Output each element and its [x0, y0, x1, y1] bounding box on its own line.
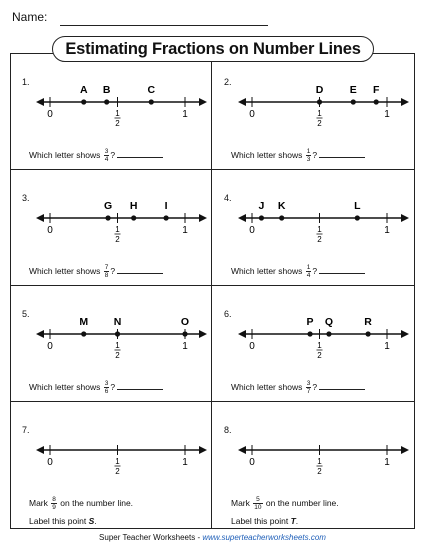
fraction [104, 264, 110, 279]
tick-label-0: 0 [249, 225, 255, 236]
right-arrow-icon [199, 446, 207, 454]
point-i [164, 215, 169, 220]
number-line [10, 64, 210, 134]
fraction-numerator: 3 [104, 380, 109, 387]
fraction-numerator: 5 [256, 496, 260, 503]
point-label-l: L [354, 200, 361, 212]
point-label-n: N [113, 316, 122, 328]
point-label-g: G [103, 200, 113, 212]
footer-link[interactable]: www.superteacherworksheets.com [202, 533, 326, 542]
instruction-mark [231, 496, 339, 511]
fraction-denominator: 4 [104, 156, 109, 163]
tick-label-half-numerator: 1 [317, 341, 322, 350]
fraction-numerator: 1 [306, 264, 311, 271]
instruction-label [29, 516, 97, 526]
point-h [131, 215, 136, 220]
question [231, 380, 365, 395]
question [231, 264, 365, 279]
tick-label-half-numerator: 1 [317, 225, 322, 234]
tick-label-1: 1 [384, 457, 390, 468]
right-arrow-icon [199, 98, 207, 106]
instruction-mark [29, 496, 133, 511]
point-l [355, 215, 360, 220]
instruction-text: on the number line. [265, 497, 339, 508]
fraction-numerator: 3 [306, 380, 311, 387]
left-arrow-icon [36, 330, 44, 338]
point-j [259, 215, 264, 220]
answer-blank[interactable] [319, 273, 365, 274]
problem-number: 5. [22, 309, 30, 319]
fraction-denominator: 3 [306, 156, 311, 163]
name-label: Name: [12, 10, 48, 24]
tick-label-0: 0 [249, 341, 255, 352]
tick-label-1: 1 [182, 341, 188, 352]
point-o [182, 331, 187, 336]
question-mark: ? [312, 149, 318, 160]
fraction-denominator: 4 [306, 272, 311, 279]
problem-number: 2. [224, 77, 232, 87]
fraction-denominator: 8 [104, 272, 109, 279]
point-label-e: E [349, 84, 357, 96]
question-text: Which letter shows [29, 265, 101, 276]
question-mark: ? [110, 149, 116, 160]
problem-5 [10, 296, 210, 414]
left-arrow-icon [238, 446, 246, 454]
number-line[interactable] [212, 412, 412, 482]
point-n [115, 331, 120, 336]
number-line [10, 296, 210, 366]
point-label-j: J [258, 200, 265, 212]
tick-label-1: 1 [384, 341, 390, 352]
point-r [366, 331, 371, 336]
question [29, 264, 163, 279]
question-mark: ? [312, 381, 318, 392]
instruction-text: Mark [231, 497, 250, 508]
instruction-text: Mark [29, 497, 48, 508]
answer-blank[interactable] [117, 389, 163, 390]
tick-label-0: 0 [47, 109, 53, 120]
problem-6 [212, 296, 412, 414]
fraction [253, 496, 262, 511]
point-label-r: R [364, 316, 372, 328]
point-c [149, 99, 154, 104]
instruction-text: Label this point [29, 516, 87, 526]
question [29, 148, 163, 163]
fraction-numerator: 1 [306, 148, 311, 155]
tick-label-1: 1 [182, 109, 188, 120]
point-label-h: H [129, 200, 138, 212]
answer-blank[interactable] [117, 273, 163, 274]
point-b [104, 99, 109, 104]
number-line [212, 296, 412, 366]
tick-label-half-denominator: 2 [317, 467, 322, 476]
tick-label-half-numerator: 1 [115, 225, 120, 234]
point-k [279, 215, 284, 220]
problem-1 [10, 64, 210, 182]
fraction-denominator: 7 [306, 388, 311, 395]
point-label-i: I [164, 200, 168, 212]
problem-number: 1. [22, 77, 30, 87]
tick-label-half-denominator: 2 [317, 351, 322, 360]
tick-label-0: 0 [47, 225, 53, 236]
problem-number: 3. [22, 193, 30, 203]
fraction-denominator: 9 [52, 504, 56, 511]
point-g [105, 215, 110, 220]
fraction [306, 380, 312, 395]
question [29, 380, 163, 395]
point-label-a: A [79, 84, 88, 96]
point-label-c: C [147, 84, 156, 96]
left-arrow-icon [238, 98, 246, 106]
point-m [81, 331, 86, 336]
problem-3 [10, 180, 210, 298]
point-label-p: P [306, 316, 314, 328]
point-q [326, 331, 331, 336]
fraction [104, 380, 110, 395]
problem-2 [212, 64, 412, 182]
left-arrow-icon [36, 446, 44, 454]
problem-8 [212, 412, 412, 530]
problem-number: 7. [22, 425, 30, 435]
number-line [212, 64, 412, 134]
left-arrow-icon [36, 98, 44, 106]
question-text: Which letter shows [231, 265, 303, 276]
problem-4 [212, 180, 412, 298]
period: . [94, 516, 97, 526]
question-mark: ? [110, 265, 116, 276]
period: . [295, 516, 299, 526]
tick-label-0: 0 [47, 457, 53, 468]
answer-blank[interactable] [319, 389, 365, 390]
right-arrow-icon [401, 330, 409, 338]
point-label-q: Q [324, 316, 334, 328]
fraction-numerator: 3 [104, 148, 109, 155]
page-title: Estimating Fractions on Number Lines [52, 36, 374, 62]
tick-label-half-denominator: 2 [317, 235, 322, 244]
fraction-denominator: 6 [104, 388, 109, 395]
instruction-text: Label this point [231, 516, 289, 526]
footer-text: Super Teacher Worksheets - [99, 533, 203, 542]
right-arrow-icon [199, 330, 207, 338]
left-arrow-icon [36, 214, 44, 222]
point-d [317, 99, 322, 104]
fraction-numerator: 7 [104, 264, 109, 271]
number-line [212, 180, 412, 250]
left-arrow-icon [238, 214, 246, 222]
point-e [351, 99, 356, 104]
point-label-o: O [180, 316, 190, 328]
point-label-k: K [277, 200, 286, 212]
right-arrow-icon [401, 446, 409, 454]
tick-label-half-numerator: 1 [115, 457, 120, 466]
point-letter: S [88, 516, 95, 526]
fraction [306, 264, 312, 279]
tick-label-1: 1 [384, 109, 390, 120]
answer-blank[interactable] [117, 157, 163, 158]
number-line [10, 180, 210, 250]
tick-label-1: 1 [182, 225, 188, 236]
tick-label-half-denominator: 2 [115, 351, 120, 360]
right-arrow-icon [401, 214, 409, 222]
tick-label-half-numerator: 1 [115, 341, 120, 350]
fraction [51, 496, 57, 511]
problem-number: 8. [224, 425, 232, 435]
problem-number: 4. [224, 193, 232, 203]
problem-7 [10, 412, 210, 530]
tick-label-0: 0 [249, 109, 255, 120]
point-label-f: F [372, 84, 380, 96]
instruction-text: on the number line. [60, 497, 134, 508]
tick-label-1: 1 [384, 225, 390, 236]
point-label-b: B [102, 84, 111, 96]
tick-label-half-denominator: 2 [317, 119, 322, 128]
number-line[interactable] [10, 412, 210, 482]
tick-label-half-numerator: 1 [317, 109, 322, 118]
tick-label-1: 1 [182, 457, 188, 468]
right-arrow-icon [401, 98, 409, 106]
question-mark: ? [110, 381, 116, 392]
footer [0, 533, 425, 542]
fraction [306, 148, 312, 163]
answer-blank[interactable] [319, 157, 365, 158]
tick-label-half-denominator: 2 [115, 119, 120, 128]
fraction [104, 148, 110, 163]
tick-label-half-numerator: 1 [317, 457, 322, 466]
problem-number: 6. [224, 309, 232, 319]
question-mark: ? [312, 265, 318, 276]
right-arrow-icon [199, 214, 207, 222]
point-letter: T [290, 516, 296, 526]
question [231, 148, 365, 163]
tick-label-half-denominator: 2 [115, 235, 120, 244]
question-text: Which letter shows [29, 149, 101, 160]
point-a [81, 99, 86, 104]
point-p [307, 331, 312, 336]
left-arrow-icon [238, 330, 246, 338]
tick-label-0: 0 [249, 457, 255, 468]
tick-label-0: 0 [47, 341, 53, 352]
question-text: Which letter shows [29, 381, 101, 392]
question-text: Which letter shows [231, 149, 303, 160]
point-label-m: M [79, 316, 89, 328]
tick-label-half-denominator: 2 [115, 467, 120, 476]
instruction-label [231, 516, 298, 526]
tick-label-half-numerator: 1 [115, 109, 120, 118]
fraction-denominator: 10 [254, 504, 262, 511]
point-label-d: D [315, 84, 324, 96]
name-line[interactable] [60, 25, 268, 26]
fraction-numerator: 8 [52, 496, 56, 503]
question-text: Which letter shows [231, 381, 303, 392]
point-f [374, 99, 379, 104]
